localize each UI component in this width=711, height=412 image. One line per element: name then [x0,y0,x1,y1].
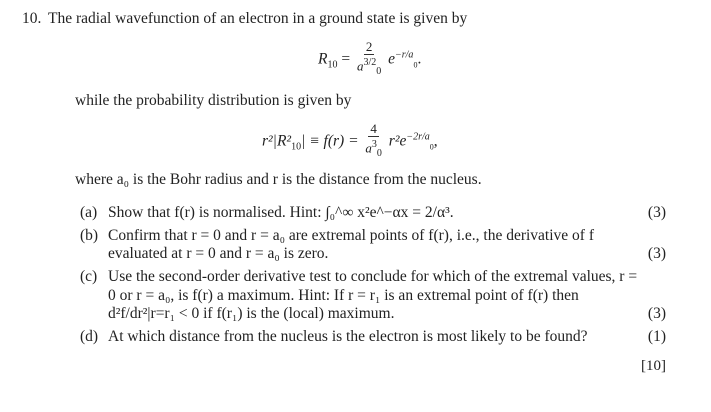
part-c-line-3: d²f/dr²|r=r₁ < 0 if f(r₁) is the (local) maximum. [108,305,395,322]
part-c-line-2: 0 or r = a₀, is f(r) a maximum. Hint: If r = r₁ is an extremal point of f(r) then [108,287,579,304]
eq2-den-sup: 3 [371,139,377,150]
part-d-text: At which distance from the nucleus is the electron is most likely to be found? [108,328,588,345]
part-b-marks: (3) [647,245,666,262]
part-b-line-2: evaluated at r = 0 and r = a₀ is zero. [108,245,329,262]
where-text: where a₀ is the Bohr radius and r is the distance from the nucleus. [75,171,482,188]
eq2-lhs-end: | ≡ f(r) = [301,132,359,150]
part-c-label: (c) [80,268,98,285]
total-marks: [10] [641,358,666,374]
question-number: 10. [22,10,42,27]
part-b-label: (b) [80,227,99,244]
eq1-lhs-sub: 10 [327,59,338,71]
eq1-end: . [417,50,422,68]
eq2-fraction [365,122,382,162]
eq1-equals: = [341,50,351,68]
question-intro: The radial wavefunction of an electron in a ground state is given by [48,10,468,27]
eq1-numerator: 2 [365,39,373,54]
eq1-exponent-sub: 0 [413,60,418,70]
eq2-tail: r²e [388,132,407,150]
part-c-line-1: Use the second-order derivative test to conclude for which of the extremal values, r = [108,268,638,285]
eq2-tail-exponent: −2r/a [406,131,430,143]
eq2-den-sub: 0 [376,147,382,159]
part-b-line-1: Confirm that r = 0 and r = a₀ are extremal points of f(r), i.e., the derivative of f [108,227,594,244]
eq2-numerator: 4 [370,121,377,136]
equation-probability-distribution [262,122,438,162]
eq1-den-base: a [356,58,364,74]
eq2-den-base: a [365,140,372,156]
mid-text: while the probability distribution is given by [75,92,352,109]
eq2-lhs: r²|R² [262,132,292,150]
part-d-marks: (1) [647,328,666,345]
eq1-fraction [357,40,381,80]
eq1-exp-base: e [388,50,396,68]
part-d-label: (d) [80,328,99,345]
eq1-exponent: −r/a [395,49,414,61]
part-a-marks: (3) [647,204,666,221]
part-a-label: (a) [80,204,98,221]
eq1-den-sub: 0 [376,65,382,77]
eq2-tail-exponent-sub: 0 [429,142,434,152]
eq1-lhs: R [318,50,328,68]
eq1-den-sup: 3/2 [363,57,377,68]
equation-radial-wavefunction [318,40,421,80]
part-a-text: Show that f(r) is normalised. Hint: ∫₀^∞ x²e^−αx = 2/α³. [108,204,454,221]
eq2-end: , [433,132,438,150]
part-c-marks: (3) [647,305,666,322]
eq2-lhs-sub: 10 [291,141,302,153]
